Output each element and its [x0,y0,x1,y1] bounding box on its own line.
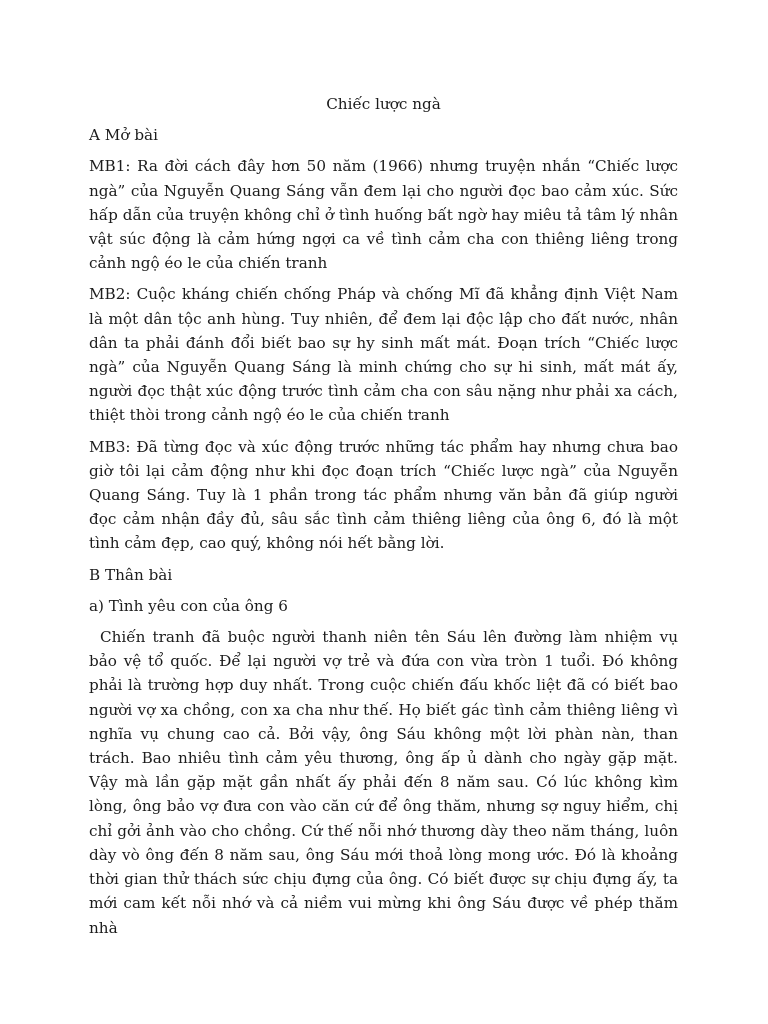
subsection-heading-a: a) Tình yêu con của ông 6 [89,596,288,615]
paragraph-mb3: MB3: Đã từng đọc và xúc động trước những tác phẩm hay nhưng chưa bao giờ tôi lại cảm động như khi đọc đoạn trích “Chiếc lược ngà” của Nguyễn Quang Sáng. Tuy là 1 phần trong tác phẩm nhưng văn bản đã giúp người đọc cảm nhận đầy đủ, sâu sắc tình cảm thiêng liêng của ông 6, đó là một tình cảm đẹp, cao quý, không nói hết bằng lời. [89,437,678,553]
section-heading-a: A Mở bài [89,126,158,145]
paragraph-body: Chiến tranh đã buộc người thanh niên tên Sáu lên đường làm nhiệm vụ bảo vệ tổ quốc. Để lại người vợ trẻ và đứa con vừa tròn 1 tuổi. Đó không phải là trường hợp duy nhất. Trong cuộc chiến đấu khốc liệt đã có biết bao người vợ xa chồng, con xa cha như thế. Họ biết gác tình cảm thiêng liêng vì nghĩa vụ chung cao cả. Bởi vậy, ông Sáu không một lời phàn nàn, than trách. Bao nhiêu tình cảm yêu thương, ông ấp ủ dành cho ngày gặp mặt. Vậy mà lần gặp mặt gần nhất ấy phải đến 8 năm sau. Có lúc không kìm lòng, ông bảo vợ đưa con vào căn cứ để ông thăm, nhưng sợ nguy hiểm, chị chỉ gởi ảnh vào cho chồng. Cứ thế nỗi nhớ thương dày theo năm tháng, luôn dày vò ông đến 8 năm sau, ông Sáu mới thoả lòng mong ước. Đó là khoảng thời gian thử thách sức chịu đựng của ông. Có biết được sự chịu đựng ấy, ta mới cam kết nỗi nhớ và cả niềm vui mừng khi ông Sáu được về phép thăm nhà [89,628,678,937]
paragraph-mb2: MB2: Cuộc kháng chiến chống Pháp và chống Mĩ đã khẳng định Việt Nam là một dân tộc anh hùng. Tuy nhiên, để đem lại độc lập cho đất nước, nhân dân ta phải đánh đổi biết bao sự hy sinh mất mát. Đoạn trích “Chiếc lược ngà” của Nguyễn Quang Sáng là minh chứng cho sự hi sinh, mất mát ấy, người đọc thật xúc động trước tình cảm cha con sâu nặng như phải xa cách, thiệt thòi trong cảnh ngộ éo le của chiến tranh [89,285,678,425]
section-heading-b: B Thân bài [89,565,173,584]
paragraph-mb1: MB1: Ra đời cách đây hơn 50 năm (1966) nhưng truyện nhắn “Chiếc lược ngà” của Nguyễn Quang Sáng vẫn đem lại cho người đọc bao cảm xúc. Sức hấp dẫn của truyện không chỉ ở tình huống bất ngờ hay miêu tả tâm lý nhân vật súc động là cảm hứng ngợi ca về tình cảm cha con thiêng liêng trong cảnh ngộ éo le của chiến tranh [89,157,678,273]
document-page [89,92,678,947]
document-title: Chiếc lược ngà [326,95,441,113]
